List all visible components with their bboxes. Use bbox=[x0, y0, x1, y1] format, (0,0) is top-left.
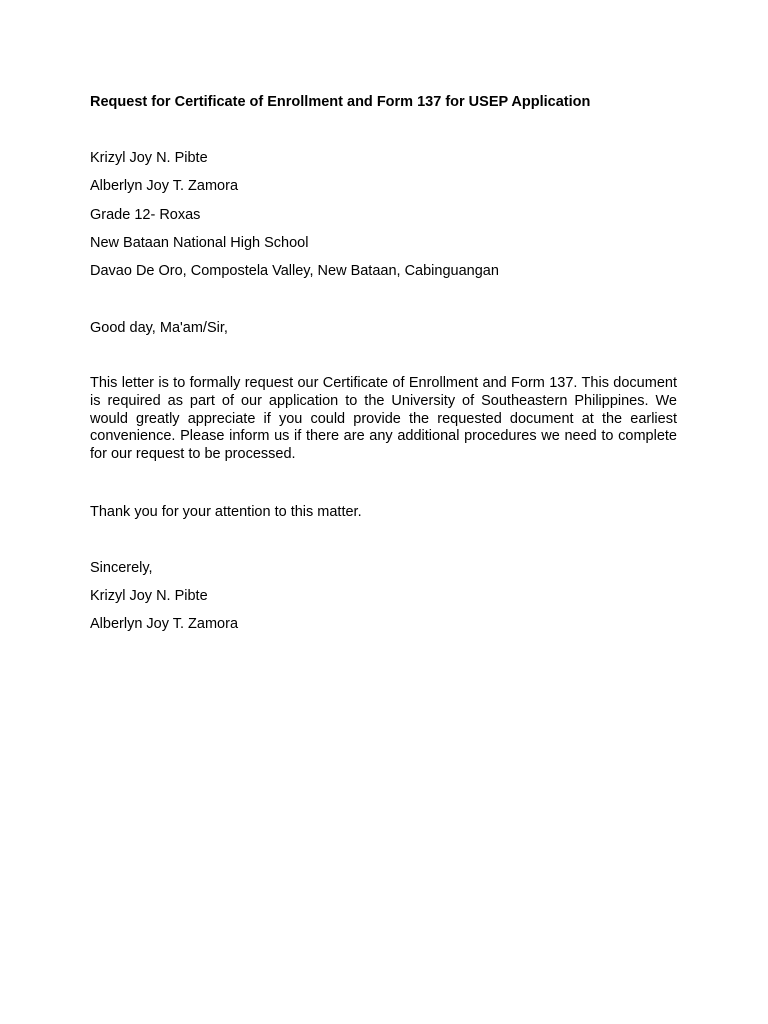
letter-closing: Sincerely, bbox=[90, 560, 153, 576]
signatory-name-1: Krizyl Joy N. Pibte bbox=[90, 588, 208, 604]
sender-name-1: Krizyl Joy N. Pibte bbox=[90, 150, 208, 166]
letter-thanks: Thank you for your attention to this matter. bbox=[90, 504, 362, 520]
letter-subject: Request for Certificate of Enrollment and Form 137 for USEP Application bbox=[90, 94, 591, 110]
sender-grade-section: Grade 12- Roxas bbox=[90, 207, 201, 223]
letter-greeting: Good day, Ma'am/Sir, bbox=[90, 320, 228, 336]
sender-address: Davao De Oro, Compostela Valley, New Bataan, Cabinguangan bbox=[90, 263, 499, 279]
letter-body: This letter is to formally request our Certificate of Enrollment and Form 137. This document is required as part of our application to the University of Southeastern Philippines. We would greatly appreciate if you could provide the requested document at the earliest convenience. Please inform us if there are any additional procedures we need to complete for our request to be processed. bbox=[90, 375, 677, 463]
signatory-name-2: Alberlyn Joy T. Zamora bbox=[90, 616, 239, 632]
sender-name-2: Alberlyn Joy T. Zamora bbox=[90, 178, 239, 194]
sender-school: New Bataan National High School bbox=[90, 235, 309, 251]
